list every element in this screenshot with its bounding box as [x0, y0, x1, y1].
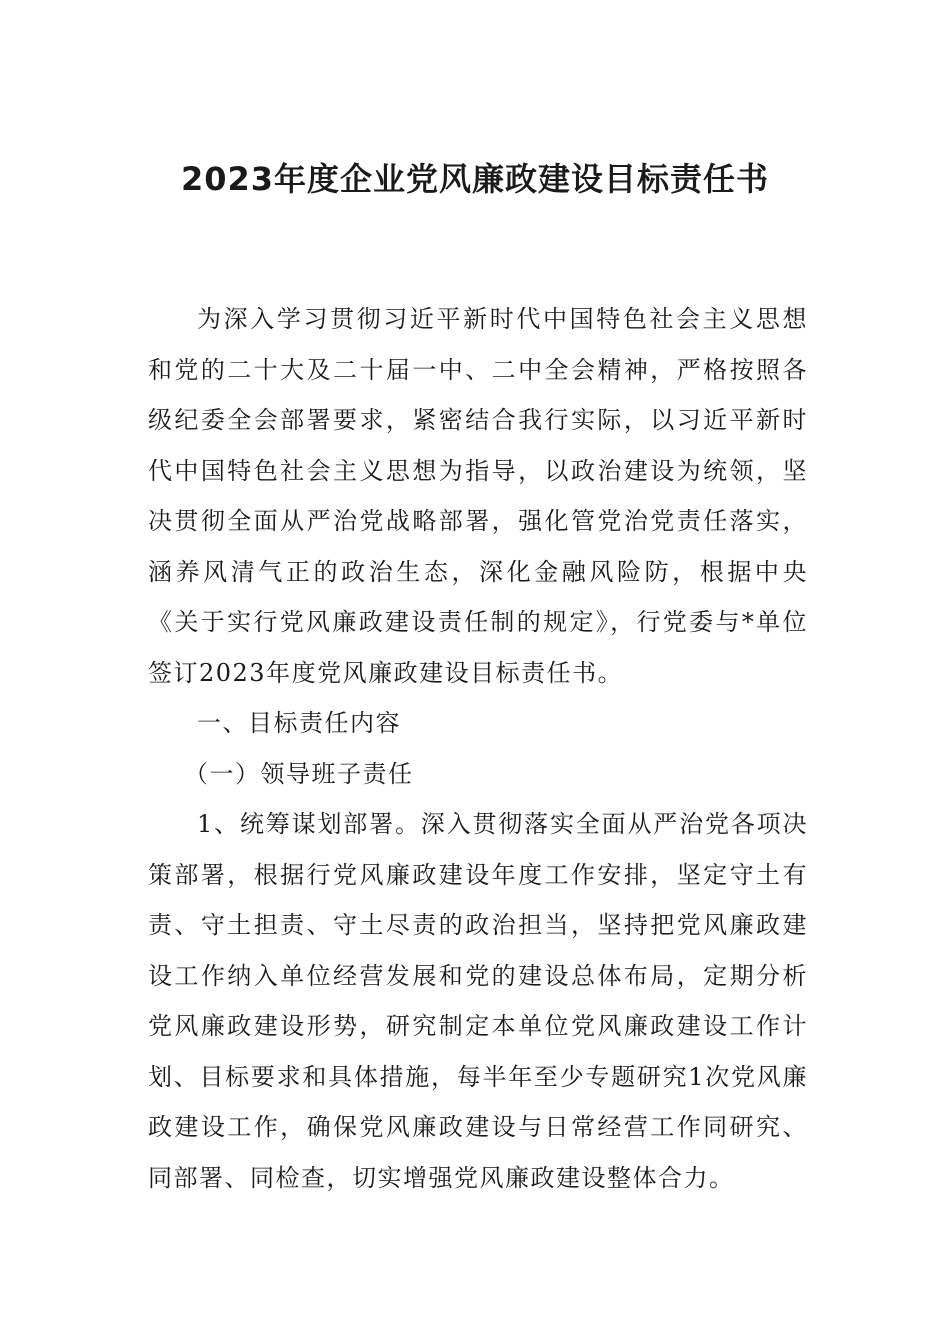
document-body [148, 294, 808, 1203]
section-heading: 一、目标责任内容 [197, 709, 401, 737]
item-paragraph: 1、统筹谋划部署。深入贯彻落实全面从严治党各项决策部署，根据行党风廉政建设年度工作安排，坚定守土有责、守土担责、守土尽责的政治担当，坚持把党风廉政建设工作纳入单位经营发展和党的建设总体布局，定期分析党风廉政建设形势，研究制定本单位党风廉政建设工作计划、目标要求和具体措施，每半年至少专题研究1次党风廉政建设工作，确保党风廉政建设与日常经营工作同研究、同部署、同检查，切实增强党风廉政建设整体合力。 [148, 810, 808, 1192]
intro-paragraph: 为深入学习贯彻习近平新时代中国特色社会主义思想和党的二十大及二十届一中、二中全会精神，严格按照各级纪委全会部署要求，紧密结合我行实际，以习近平新时代中国特色社会主义思想为指导，以政治建设为统领，坚决贯彻全面从严治党战略部署，强化管党治党责任落实，涵养风清气正的政治生态，深化金融风险防，根据中央《关于实行党风廉政建设责任制的规定》，行党委与*单位签订2023年度党风廉政建设目标责任书。 [148, 305, 808, 687]
document-title: 2023年度企业党风廉政建设目标责任书 [180, 160, 770, 198]
subsection-heading: （一）领导班子责任 [184, 759, 414, 788]
